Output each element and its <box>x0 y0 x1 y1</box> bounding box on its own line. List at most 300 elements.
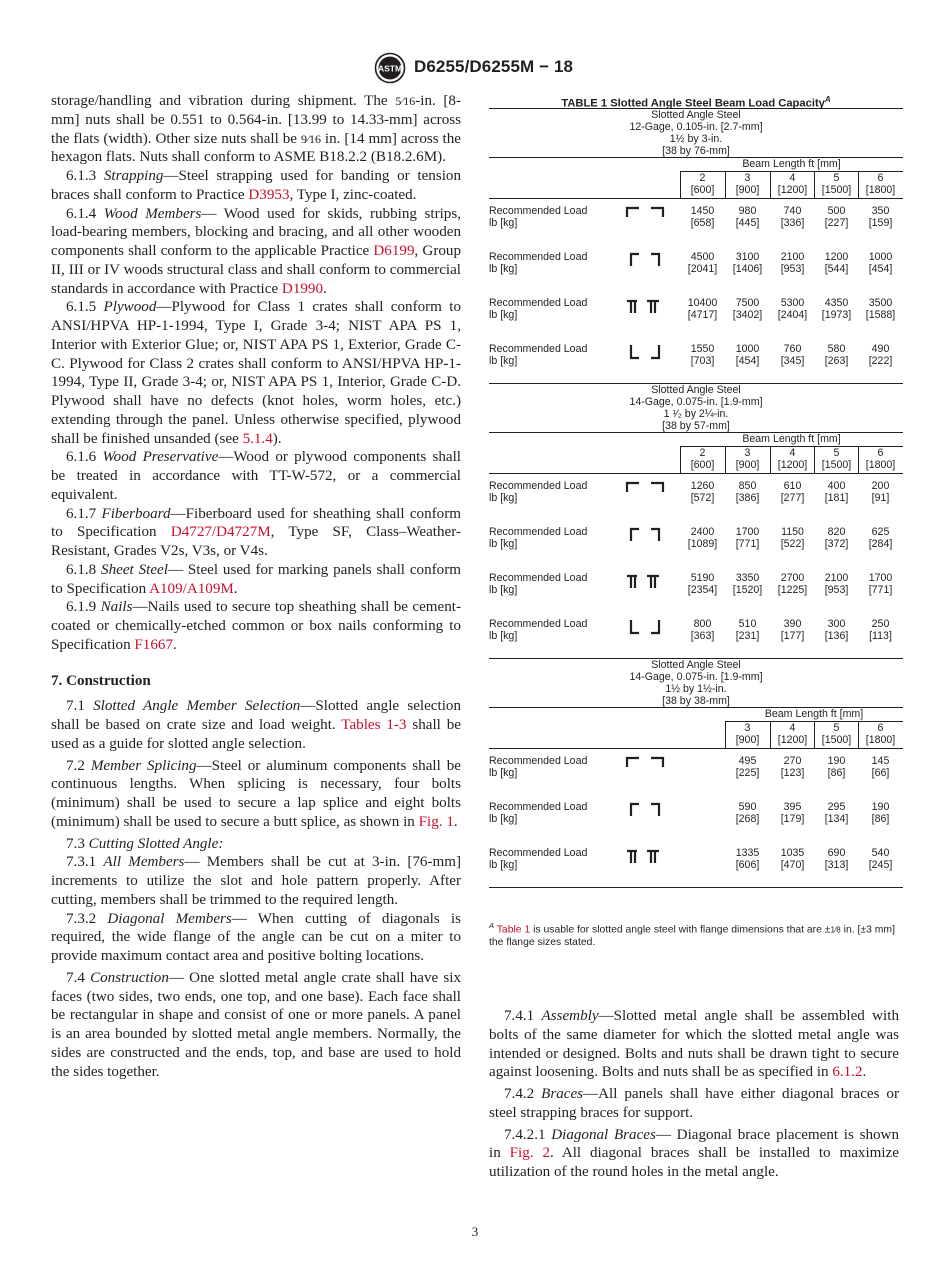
double-angles-icon <box>625 297 665 315</box>
length-ft: 4 <box>789 722 796 734</box>
load-lb: 1700 <box>868 572 893 584</box>
page-header <box>0 52 950 86</box>
length-mm: [1800] <box>865 184 896 196</box>
row-label-line: Recommended Load <box>489 755 588 767</box>
length-ft: 6 <box>877 722 884 734</box>
load-kg: [345] <box>780 355 805 367</box>
load-lb: 820 <box>827 526 846 538</box>
load-lb: 5300 <box>780 297 805 309</box>
block-heading-line: Slotted Angle Steel <box>651 109 741 121</box>
row-label <box>489 205 609 229</box>
row-label-line: lb [kg] <box>489 630 518 642</box>
load-cell <box>771 480 814 504</box>
load-lb: 7500 <box>735 297 760 309</box>
length-ft: 6 <box>877 172 884 184</box>
column-divider <box>814 447 815 473</box>
load-kg: [1406] <box>732 263 763 275</box>
block-heading-line: 1½ by 1½-in. <box>665 683 727 695</box>
row-label-line: lb [kg] <box>489 263 518 275</box>
load-lb: 3350 <box>735 572 760 584</box>
load-kg: [1225] <box>777 584 808 596</box>
load-cell <box>771 297 814 321</box>
row-label <box>489 297 609 321</box>
row-shape <box>625 801 665 822</box>
load-cell <box>815 480 858 504</box>
load-lb: 1150 <box>781 526 804 538</box>
table-block-3 <box>489 658 903 887</box>
load-kg: [86] <box>827 767 846 779</box>
load-kg: [66] <box>871 767 890 779</box>
load-cell <box>859 847 902 871</box>
load-cell <box>815 755 858 779</box>
length-ft: 3 <box>744 172 751 184</box>
load-cell <box>726 618 769 642</box>
load-kg: [606] <box>735 859 760 871</box>
ref-6-1-2-link[interactable]: 6.1.2 <box>832 1064 863 1081</box>
block-heading-line: 1½ by 3-in. <box>669 133 723 145</box>
length-ft: 3 <box>744 722 751 734</box>
length-mm: [900] <box>735 734 760 746</box>
section-7-3-1: 7.3.1 All Members— Members shall be cut at 3-in. [76-mm] increments to utilize the slot and hole pattern properly. After cutting, members shall be trimmed to the required length. <box>51 854 461 908</box>
length-mm: [600] <box>690 459 715 471</box>
table-block-1 <box>489 108 903 383</box>
table-row <box>489 612 903 658</box>
ref-d1990-link[interactable]: D1990 <box>281 280 324 297</box>
load-kg: [771] <box>868 584 893 596</box>
left-column <box>51 92 461 1081</box>
column-divider <box>858 722 859 748</box>
load-cell <box>681 572 724 596</box>
load-kg: [277] <box>780 492 805 504</box>
length-ft: 2 <box>699 172 706 184</box>
load-lb: 980 <box>738 205 757 217</box>
load-cell <box>815 801 858 825</box>
row-shape <box>625 480 665 501</box>
column-divider <box>725 722 726 748</box>
length-header-cell <box>726 722 769 746</box>
length-ft: 4 <box>789 447 796 459</box>
section-6-1-6: 6.1.6 Wood Preservative—Wood or plywood components shall be treated in accordance with TT-W-572, or a commercial equivalent. <box>51 449 461 503</box>
load-lb: 3500 <box>868 297 893 309</box>
load-cell <box>726 572 769 596</box>
section-6-1-9: 6.1.9 Nails—Nails used to secure top sheathing shall be cement-coated or chemically-etched common or box nails conforming to Specification F1667. <box>51 599 461 653</box>
length-header-cell <box>726 172 769 196</box>
load-lb: 2100 <box>780 251 805 263</box>
load-cell <box>815 847 858 871</box>
load-kg: [263] <box>824 355 849 367</box>
load-cell <box>771 205 814 229</box>
load-kg: [658] <box>690 217 715 229</box>
load-cell <box>815 572 858 596</box>
length-header-row <box>489 722 903 748</box>
load-kg: [231] <box>735 630 760 642</box>
load-cell <box>815 297 858 321</box>
row-label-line: lb [kg] <box>489 767 518 779</box>
block-heading-line: 14-Gage, 0.075-in. [1.9-mm] <box>629 396 763 408</box>
row-shape <box>625 618 665 639</box>
load-lb: 1000 <box>868 251 893 263</box>
load-kg: [134] <box>824 813 849 825</box>
load-lb: 510 <box>738 618 757 630</box>
table-block-2 <box>489 383 903 658</box>
row-label-line: lb [kg] <box>489 538 518 550</box>
load-lb: 1035 <box>780 847 805 859</box>
load-cell <box>771 572 814 596</box>
load-cell <box>815 526 858 550</box>
row-label <box>489 618 609 642</box>
load-lb: 190 <box>871 801 890 813</box>
table-row <box>489 841 903 887</box>
ref-fig-2-link[interactable]: Fig. 2 <box>509 1145 550 1162</box>
double-angles-icon <box>625 572 665 590</box>
section-6-1-8: 6.1.8 Sheet Steel— Steel used for marking panels shall conform to Specification A109/A109M. <box>51 561 461 597</box>
ref-table-1-link[interactable]: Table 1 <box>496 924 531 936</box>
load-lb: 190 <box>827 755 846 767</box>
ref-d4727-link[interactable]: D4727/D4727M <box>170 524 271 541</box>
beam-length-label: Beam Length ft [mm] <box>742 433 841 445</box>
load-kg: [4717] <box>687 309 718 321</box>
load-lb: 760 <box>783 343 802 355</box>
table-row <box>489 291 903 337</box>
block-heading-line: [38 by 76-mm] <box>662 145 730 157</box>
row-label-line: Recommended Load <box>489 572 588 584</box>
load-lb: 2400 <box>690 526 715 538</box>
load-kg: [1520] <box>732 584 763 596</box>
row-label-line: Recommended Load <box>489 297 588 309</box>
row-label <box>489 251 609 275</box>
load-kg: [181] <box>824 492 849 504</box>
table-row <box>489 245 903 291</box>
load-cell <box>859 755 902 779</box>
row-shape <box>625 205 665 226</box>
load-cell <box>681 480 724 504</box>
load-cell <box>859 572 902 596</box>
load-lb: 200 <box>871 480 890 492</box>
row-label <box>489 526 609 550</box>
load-cell <box>726 343 769 367</box>
block-heading-line: 14-Gage, 0.075-in. [1.9-mm] <box>629 671 763 683</box>
length-mm: [1800] <box>865 459 896 471</box>
standard-designation: D6255/D6255M − 18 <box>414 57 574 76</box>
load-lb: 3100 <box>735 251 760 263</box>
length-header-cell <box>859 172 902 196</box>
load-kg: [2404] <box>777 309 808 321</box>
length-header-cell <box>726 447 769 471</box>
length-mm: [600] <box>690 184 715 196</box>
column-divider <box>814 172 815 198</box>
load-lb: 590 <box>738 801 757 813</box>
length-ft: 5 <box>833 722 840 734</box>
length-mm: [1200] <box>777 459 808 471</box>
load-lb: 1200 <box>824 251 849 263</box>
load-lb: 500 <box>827 205 846 217</box>
table-1 <box>489 92 903 888</box>
load-cell <box>726 801 769 825</box>
row-label-line: lb [kg] <box>489 584 518 596</box>
load-lb: 2700 <box>780 572 805 584</box>
load-kg: [91] <box>871 492 890 504</box>
length-header-cell <box>815 447 858 471</box>
load-lb: 1700 <box>735 526 760 538</box>
load-kg: [268] <box>735 813 760 825</box>
section-6-1-4: 6.1.4 Wood Members— Wood used for skids, rubbing strips, load-bearing members, blocking and bracing, and all other wooden components shall conform to the applicable Practice D6199, Group II, III or IV woods structural class and shall conform to commercial standards in accordance with Practice D1990. <box>51 205 461 297</box>
beam-length-header <box>489 433 903 446</box>
load-lb: 5190 <box>690 572 715 584</box>
load-cell <box>681 343 724 367</box>
row-label-line: Recommended Load <box>489 205 588 217</box>
angles-up-icon <box>625 343 665 361</box>
load-cell <box>771 618 814 642</box>
load-cell <box>859 480 902 504</box>
ref-tables-1-3-link[interactable]: Tables 1-3 <box>341 717 407 733</box>
row-shape <box>625 526 665 547</box>
length-ft: 4 <box>789 172 796 184</box>
load-cell <box>859 618 902 642</box>
load-kg: [953] <box>780 263 805 275</box>
table-row <box>489 520 903 566</box>
load-lb: 145 <box>871 755 890 767</box>
load-kg: [386] <box>735 492 760 504</box>
load-cell <box>859 343 902 367</box>
load-lb: 625 <box>871 526 890 538</box>
ref-fig-1-link[interactable]: Fig. 1 <box>418 813 454 830</box>
load-cell <box>771 755 814 779</box>
page-number: 3 <box>471 1224 479 1239</box>
load-kg: [86] <box>871 813 890 825</box>
load-kg: [1973] <box>821 309 852 321</box>
load-lb: 740 <box>783 205 802 217</box>
load-cell <box>726 480 769 504</box>
table-row <box>489 199 903 245</box>
load-kg: [445] <box>735 217 760 229</box>
load-cell <box>859 526 902 550</box>
length-header-cell <box>681 172 724 196</box>
load-kg: [953] <box>824 584 849 596</box>
row-label-line: Recommended Load <box>489 251 588 263</box>
row-label-line: lb [kg] <box>489 217 518 229</box>
length-header-cell <box>771 447 814 471</box>
load-kg: [159] <box>868 217 893 229</box>
load-kg: [544] <box>824 263 849 275</box>
load-kg: [771] <box>735 538 760 550</box>
length-mm: [1500] <box>821 184 852 196</box>
load-cell <box>815 251 858 275</box>
double-angles-icon <box>625 847 665 865</box>
length-header-cell <box>859 447 902 471</box>
length-mm: [900] <box>735 184 760 196</box>
angles-down-icon <box>625 480 665 498</box>
load-lb: 400 <box>827 480 846 492</box>
load-lb: 300 <box>827 618 846 630</box>
load-lb: 540 <box>871 847 890 859</box>
block-heading-line: [38 by 57-mm] <box>662 420 730 432</box>
row-label-line: lb [kg] <box>489 355 518 367</box>
row-shape <box>625 343 665 364</box>
load-kg: [225] <box>735 767 760 779</box>
section-7-4: 7.4 Construction— One slotted metal angle crate shall have six faces (two sides, two ends, one top, and one base). Each face shall be rectangular in shape and consist of one or more panels. A panel is an area bounded by slotted metal angle members. Normally, the sides are constructed and the ends, top, and base are used to hold the sides together. <box>51 969 462 1080</box>
row-shape <box>625 297 665 318</box>
length-mm: [1200] <box>777 734 808 746</box>
block-heading-line: Slotted Angle Steel <box>651 659 741 671</box>
column-divider <box>770 722 771 748</box>
table-title: TABLE 1 Slotted Angle Steel Beam Load Capacity$^A$ <box>561 95 831 110</box>
load-kg: [470] <box>780 859 805 871</box>
row-label-line: lb [kg] <box>489 492 518 504</box>
section-6-1-5: 6.1.5 Plywood—Plywood for Class 1 crates shall conform to ANSI/HPVA HP-1-1994, Type I, Grade 3-4; NIST APA PS 1, Interior with Exterior Glue; or, NIST APA PS 1, Exterior, Grade C-C. Plywood for Class 2 crates shall conform to ANSI/HPVA HP-1-1994, Type II, Grade 3-4; or, NIST APA PS 1, Interior, Grade C-D. Plywood shall have no defects (knot holes, worm holes, etc.) extending through the panel. Unless otherwise specified, plywood shall be finished unsanded (see 5.1.4). <box>51 299 461 447</box>
load-lb: 395 <box>783 801 802 813</box>
load-cell <box>859 251 902 275</box>
load-cell <box>771 801 814 825</box>
load-lb: 270 <box>783 755 802 767</box>
row-label-line: lb [kg] <box>489 859 518 871</box>
astm-logo-icon <box>372 52 408 84</box>
block-heading-line: [38 by 38-mm] <box>662 695 730 707</box>
row-label-line: Recommended Load <box>489 618 588 630</box>
load-kg: [572] <box>690 492 715 504</box>
load-kg: [372] <box>824 538 849 550</box>
angles-down-icon <box>625 755 665 773</box>
row-label <box>489 480 609 504</box>
load-kg: [177] <box>780 630 805 642</box>
row-label <box>489 572 609 596</box>
row-shape <box>625 251 665 272</box>
table-row <box>489 749 903 795</box>
length-header-row <box>489 172 903 198</box>
load-cell <box>681 297 724 321</box>
load-cell <box>681 618 724 642</box>
load-lb: 1260 <box>690 480 715 492</box>
load-lb: 1550 <box>690 343 715 355</box>
load-kg: [284] <box>868 538 893 550</box>
length-header-cell <box>815 172 858 196</box>
load-cell <box>771 526 814 550</box>
ref-d6199-link[interactable]: D6199 <box>373 243 415 259</box>
length-header-cell <box>815 722 858 746</box>
load-cell <box>726 755 769 779</box>
load-cell <box>815 343 858 367</box>
load-lb: 495 <box>738 755 757 767</box>
load-kg: [123] <box>780 767 805 779</box>
beam-length-header <box>489 158 903 171</box>
row-label-line: lb [kg] <box>489 813 518 825</box>
section-6-1-3: 6.1.3 Strapping—Steel strapping used for banding or tension braces shall conform to Practice D3953, Type I, zinc-coated. <box>51 168 461 203</box>
column-divider <box>814 722 815 748</box>
row-shape <box>625 572 665 593</box>
length-ft: 5 <box>833 172 840 184</box>
load-lb: 610 <box>783 480 802 492</box>
section-6-1-7: 6.1.7 Fiberboard—Fiberboard used for sheathing shall conform to Specification D4727/D4727M, Type SF, Class–Weather-Resistant, Grades V2s, V3s, or V4s. <box>51 505 461 559</box>
length-mm: [1200] <box>777 184 808 196</box>
load-cell <box>771 343 814 367</box>
load-cell <box>726 847 769 871</box>
row-label-line: lb [kg] <box>489 309 518 321</box>
length-ft: 3 <box>744 447 751 459</box>
ref-5-1-4-link[interactable]: 5.1.4 <box>242 430 273 447</box>
section-7-3: 7.3 Cutting Slotted Angle: <box>66 835 224 852</box>
beam-length-label: Beam Length ft [mm] <box>764 708 864 720</box>
load-lb: 850 <box>738 480 757 492</box>
angles-legs-icon <box>625 251 665 269</box>
angles-up-icon <box>625 618 665 636</box>
load-kg: [222] <box>868 355 893 367</box>
column-divider <box>725 447 726 473</box>
load-cell <box>771 847 814 871</box>
row-label-line: Recommended Load <box>489 343 588 355</box>
table-body <box>489 108 903 888</box>
load-cell <box>681 526 724 550</box>
load-kg: [336] <box>780 217 805 229</box>
load-lb: 800 <box>693 618 712 630</box>
length-header-cell <box>859 722 902 746</box>
load-kg: [1588] <box>865 309 896 321</box>
load-kg: [522] <box>780 538 805 550</box>
load-kg: [2041] <box>687 263 718 275</box>
section-7-2: 7.2 Member Splicing—Steel or aluminum components shall be continuous lengths. When splicing is necessary, four bolts (minimum) shall be used to secure a lap splice and eight bolts (minimum) shall be used to secure a butt splice, as shown in Fig. 1. <box>51 757 461 830</box>
ref-d3953-link[interactable]: D3953 <box>248 186 290 203</box>
length-header-cell <box>681 447 724 471</box>
load-kg: [245] <box>868 859 893 871</box>
length-ft: 2 <box>699 447 706 459</box>
table-row <box>489 337 903 383</box>
ref-a109-link[interactable]: A109/A109M <box>149 580 234 597</box>
load-lb: 4350 <box>824 297 849 309</box>
ref-f1667-link[interactable]: F1667 <box>134 636 173 653</box>
paragraph-nuts: storage/handling and vibration during shipment. The 5⁄16-in. [8-mm] nuts shall be 0.551 to 0.564-in. [13.99 to 14.33-mm] across the flats (width). Other size nuts shall be 9⁄16 in. [14 mm] across the hexagon flats. Nuts shall conform to ASME B18.2.2 (B18.2.6M). <box>51 93 461 166</box>
angles-legs-icon <box>625 801 665 819</box>
load-kg: [136] <box>824 630 849 642</box>
angles-down-icon <box>625 205 665 223</box>
row-shape <box>625 755 665 776</box>
load-kg: [454] <box>868 263 893 275</box>
load-lb: 295 <box>827 801 846 813</box>
load-lb: 1000 <box>735 343 760 355</box>
load-kg: [2354] <box>687 584 718 596</box>
table-rule <box>489 887 903 888</box>
section-7-4-2-1: 7.4.2.1 Diagonal Braces— Diagonal brace placement is shown in Fig. 2. All diagonal braces shall be installed to maximize utilization of the round holes in the metal angle. <box>489 1126 900 1180</box>
load-cell <box>815 205 858 229</box>
beam-length-header <box>489 708 903 721</box>
load-lb: 1450 <box>690 205 715 217</box>
column-divider <box>770 447 771 473</box>
row-label-line: Recommended Load <box>489 847 588 859</box>
table-footnote: $^A$ Table 1 is usable for slotted angle steel with flange dimensions that are ±1⁄8 in. [±3 mm] the flange sizes stated. <box>489 921 895 949</box>
column-divider <box>858 172 859 198</box>
load-cell <box>859 205 902 229</box>
column-divider <box>680 172 681 198</box>
length-mm: [1500] <box>821 734 852 746</box>
load-cell <box>726 526 769 550</box>
load-kg: [1089] <box>687 538 718 550</box>
row-label <box>489 343 609 367</box>
section-7-heading: 7. Construction <box>51 672 151 689</box>
block-heading-line: 12-Gage, 0.105-in. [2.7-mm] <box>629 121 763 133</box>
load-cell <box>726 297 769 321</box>
section-7-4-2: 7.4.2 Braces—All panels shall have either diagonal braces or steel strapping braces for support. <box>489 1086 899 1121</box>
section-7-3-2: 7.3.2 Diagonal Members— When cutting of diagonals is required, the wide flange of the angle can be cut on a miter to provide maximum contact area and positive bolting locations. <box>51 910 462 964</box>
load-cell <box>771 251 814 275</box>
load-cell <box>681 205 724 229</box>
length-mm: [1500] <box>821 459 852 471</box>
load-lb: 250 <box>871 618 890 630</box>
load-lb: 4500 <box>690 251 715 263</box>
table-row <box>489 566 903 612</box>
column-divider <box>680 447 681 473</box>
section-7-1: 7.1 Slotted Angle Member Selection—Slotted angle selection shall be based on crate size and load weight. Tables 1-3 shall be used as a guide for slotted angle selection. <box>51 698 461 752</box>
column-divider <box>725 172 726 198</box>
length-header-cell <box>771 722 814 746</box>
table-row <box>489 474 903 520</box>
row-label-line: Recommended Load <box>489 801 588 813</box>
